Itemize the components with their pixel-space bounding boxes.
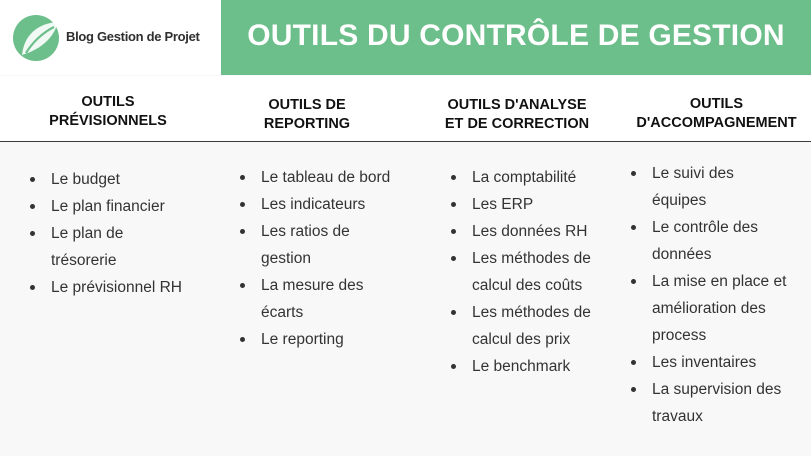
list-item: Les ratios de gestion [240,218,386,272]
column-title-previsionnels [8,93,208,131]
list-item: Le plan financier [30,193,210,220]
list-item: La mesure des écarts [240,272,386,326]
column-headers [0,76,811,142]
column-title-line: REPORTING [263,116,351,132]
list-item: Les méthodes de calcul des coûts [451,245,612,299]
title-band [221,0,811,75]
list-item: Le tableau de bord [240,164,415,191]
column-title-accompagnement [622,95,811,133]
list-accompagnement [631,160,801,430]
column-title-line: OUTILS D'ANALYSE [447,97,587,113]
list-reporting [240,164,415,353]
leaf-logo-icon [12,13,62,63]
column-title-line: PRÉVISIONNELS [49,113,167,129]
header-banner [0,0,811,76]
column-title-line: OUTILS [81,94,135,110]
list-item: Le suivi des équipes [631,160,762,214]
column-title-line: ET DE CORRECTION [444,116,590,132]
column-title-reporting [207,96,407,134]
list-item: La supervision des travaux [631,376,802,430]
brand-name: Blog Gestion de Projet [66,29,200,44]
column-title-analyse [412,96,622,134]
list-item: Le benchmark [451,353,616,380]
list-item: Le budget [30,166,210,193]
list-item: Les méthodes de calcul des prix [451,299,612,353]
column-title-line: OUTILS [689,96,744,112]
list-item: Le contrôle des données [631,214,787,268]
column-title-line: D'ACCOMPAGNEMENT [636,115,797,131]
column-title-line: OUTILS DE [268,97,346,113]
list-item: Les données RH [451,218,616,245]
list-item: Les indicateurs [240,191,415,218]
list-item: Les inventaires [631,349,801,376]
list-item: Le plan de trésorerie [30,220,161,274]
list-item: La mise en place et amélioration des process [631,268,787,349]
list-analyse [451,164,616,380]
list-item: La comptabilité [451,164,616,191]
list-item: Les ERP [451,191,616,218]
logo[interactable] [0,0,221,75]
list-item: Le prévisionnel RH [30,274,210,301]
list-item: Le reporting [240,326,415,353]
page-title: OUTILS DU CONTRÔLE DE GESTION [247,19,785,52]
list-previsionnels [30,166,210,301]
